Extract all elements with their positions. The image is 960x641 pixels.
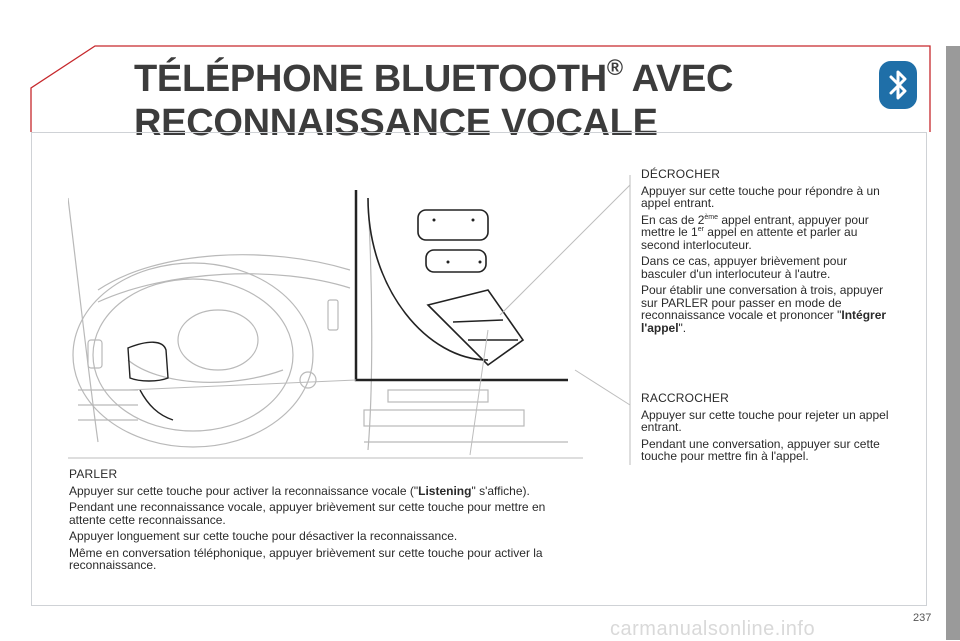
parler-paragraph-1 (69, 485, 581, 498)
bluetooth-badge (879, 61, 917, 109)
raccrocher-section (641, 392, 893, 467)
steering-wheel-illustration (68, 190, 580, 456)
superscript-er: er (697, 226, 704, 233)
registered-mark: ® (606, 55, 623, 80)
parler-paragraph-3: Appuyer longuement sur cette touche pour désactiver la reconnaissance. (69, 529, 458, 543)
title-line1-b: AVEC (622, 58, 734, 100)
page-title (134, 46, 733, 145)
decrocher-p2-b: appel entrant, appuyer pour mettre le 1 (641, 212, 869, 239)
parler-heading: PARLER (69, 467, 118, 481)
watermark: carmanualsonline.info (610, 618, 816, 640)
decrocher-paragraph-1: Appuyer sur cette touche pour répondre à un appel entrant. (641, 183, 880, 210)
bluetooth-icon (879, 61, 917, 109)
decrocher-p2-a: En cas de 2 (641, 212, 705, 227)
decrocher-p4-b: ". (678, 320, 687, 335)
parler-p1-a: Appuyer sur cette touche pour activer la reconnaissance vocale (" (69, 483, 419, 498)
decrocher-heading: DÉCROCHER (641, 167, 721, 181)
title-line2: RECONNAISSANCE VOCALE (134, 102, 658, 144)
page-number: 237 (913, 612, 932, 624)
decrocher-paragraph-4 (641, 284, 893, 334)
parler-section (69, 468, 581, 576)
decrocher-p4-bold: Intégrer l'appel (641, 308, 887, 335)
raccrocher-paragraph-1: Appuyer sur cette touche pour rejeter un appel entrant. (641, 407, 889, 434)
raccrocher-paragraph-2: Pendant une conversation, appuyer sur cette touche pour mettre fin à l'appel. (641, 436, 880, 463)
title-line1-a: TÉLÉPHONE BLUETOOTH (134, 58, 607, 100)
decrocher-section (641, 168, 893, 338)
parler-paragraph-2: Pendant une reconnaissance vocale, appuyer brièvement sur cette touche pour mettre en attente cette reconnaissance. (69, 500, 546, 527)
parler-paragraph-4: Même en conversation téléphonique, appuyer brièvement sur cette touche pour activer la reconnaissance. (69, 545, 543, 572)
raccrocher-heading: RACCROCHER (641, 391, 730, 405)
parler-p1-b: " s'affiche). (471, 483, 530, 498)
decrocher-p2-c: appel en attente et parler au second interlocuteur. (641, 225, 858, 252)
superscript-eme: ème (704, 213, 718, 221)
parler-p1-bold: Listening (418, 483, 472, 498)
decrocher-paragraph-2 (641, 214, 893, 252)
decrocher-p4-a: Pour établir une conversation à trois, appuyer sur PARLER pour passer en mode de reconnaissance vocale et prononcer " (641, 283, 884, 322)
decrocher-paragraph-3: Dans ce cas, appuyer brièvement pour basculer d'un interlocuteur à l'autre. (641, 254, 848, 281)
